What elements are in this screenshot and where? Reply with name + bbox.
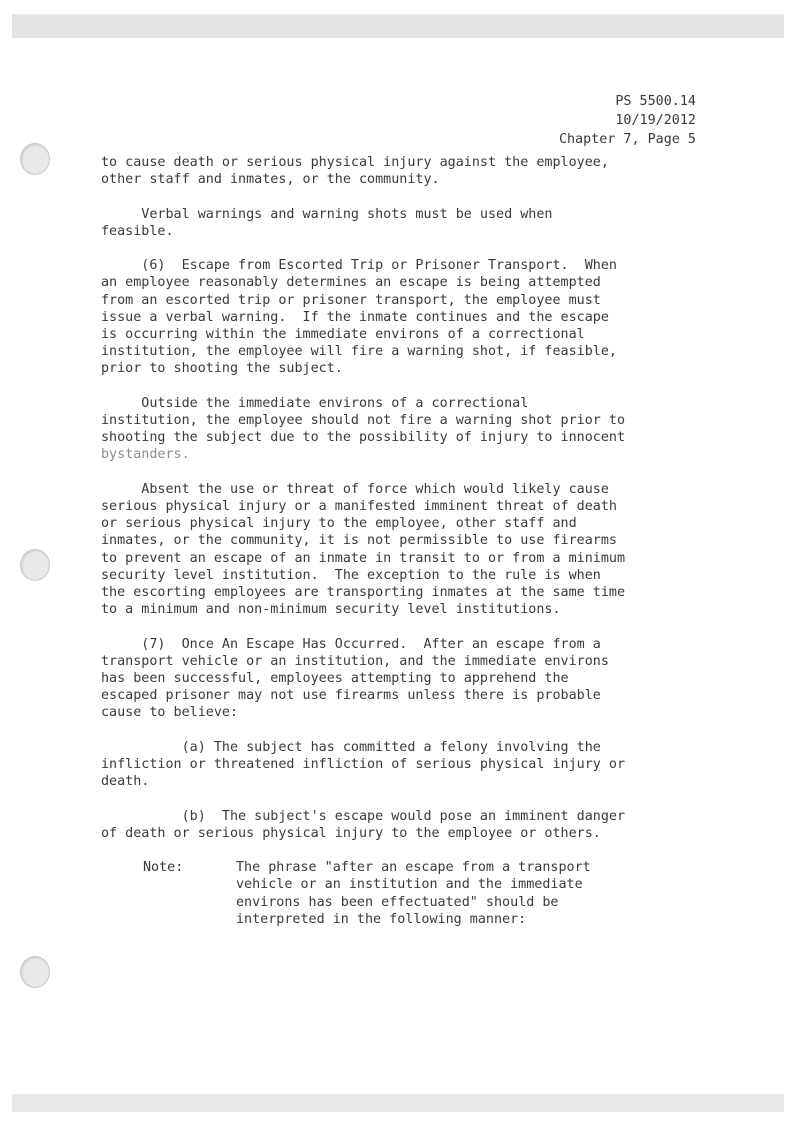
page-header — [559, 92, 696, 149]
text-line: is occurring within the immediate environs of a correctional — [101, 327, 585, 342]
text-line: to cause death or serious physical injury against the employee, — [101, 155, 609, 170]
paragraph — [101, 257, 701, 377]
text-line: institution, the employee should not fire a warning shot prior to — [101, 413, 626, 428]
text-line: serious physical injury or a manifested imminent threat of death — [101, 499, 617, 514]
text-line: institution, the employee will fire a warning shot, if feasible, — [101, 344, 617, 360]
text-line: transport vehicle or an institution, and the immediate environs — [101, 653, 609, 669]
text-line: (b) The subject's escape would pose an imminent danger — [101, 808, 626, 824]
text-line: has been successful, employees attempting to apprehend the — [101, 671, 569, 687]
note-block — [101, 859, 701, 928]
text-line: shooting the subject due to the possibility of injury to innocent — [101, 430, 626, 446]
scan-border-top — [12, 14, 784, 38]
paragraph — [101, 739, 701, 791]
text-line: Absent the use or threat of force which would likely cause — [101, 481, 609, 497]
paragraph — [101, 808, 701, 842]
text-line: security level institution. The exception to the rule is when — [101, 567, 601, 583]
text-line: death. — [101, 774, 150, 790]
punch-hole-middle — [20, 549, 50, 581]
text-line: bystanders. — [101, 447, 190, 463]
doc-number: PS 5500.14 — [615, 94, 696, 109]
document-body — [101, 154, 701, 928]
text-line: or serious physical injury to the employee, other staff and — [101, 516, 577, 532]
text-line: to prevent an escape of an inmate in transit to or from a minimum — [101, 550, 626, 566]
text-line: cause to believe: — [101, 705, 239, 721]
text-line: issue a verbal warning. If the inmate continues and the escape — [101, 309, 609, 325]
note-line: environs has been effectuated" should be — [236, 894, 559, 910]
scan-border-bottom — [12, 1094, 784, 1112]
text-line: to a minimum and non-minimum security level institutions. — [101, 602, 561, 618]
text-line: (a) The subject has committed a felony involving the — [101, 739, 601, 755]
text-line: other staff and inmates, or the community. — [101, 172, 440, 188]
text-line: escaped prisoner may not use firearms unless there is probable — [101, 688, 601, 704]
paragraph — [101, 481, 701, 619]
note-line: The phrase "after an escape from a transport — [236, 860, 591, 876]
text-line: Outside the immediate environs of a correctional — [101, 395, 529, 411]
note-label: Note: — [143, 860, 184, 876]
paragraph — [101, 395, 701, 464]
paragraph — [101, 154, 701, 188]
text-line: inmates, or the community, it is not permissible to use firearms — [101, 533, 617, 549]
text-line: prior to shooting the subject. — [101, 361, 343, 377]
chapter-page: Chapter 7, Page 5 — [558, 132, 696, 147]
text-line: the escorting employees are transporting inmates at the same time — [101, 585, 626, 601]
paragraph — [101, 206, 701, 240]
text-line: of death or serious physical injury to the employee or others. — [101, 825, 601, 841]
note-text — [236, 859, 591, 928]
note-line: vehicle or an institution and the immediate — [236, 877, 583, 893]
text-line: feasible. — [101, 223, 174, 239]
note-line: interpreted in the following manner: — [236, 911, 527, 927]
text-line: (6) Escape from Escorted Trip or Prisoner Transport. When — [101, 258, 617, 274]
text-line: (7) Once An Escape Has Occurred. After an escape from a — [101, 636, 601, 652]
text-line: infliction or threatened infliction of serious physical injury or — [101, 757, 626, 773]
paragraph — [101, 636, 701, 722]
doc-date: 10/19/2012 — [615, 113, 696, 128]
punch-hole-bottom — [20, 956, 50, 988]
text-line: an employee reasonably determines an escape is being attempted — [101, 275, 601, 291]
punch-hole-top — [20, 143, 50, 175]
text-line: Verbal warnings and warning shots must be used when — [101, 206, 553, 222]
text-line: from an escorted trip or prisoner transport, the employee must — [101, 292, 601, 308]
